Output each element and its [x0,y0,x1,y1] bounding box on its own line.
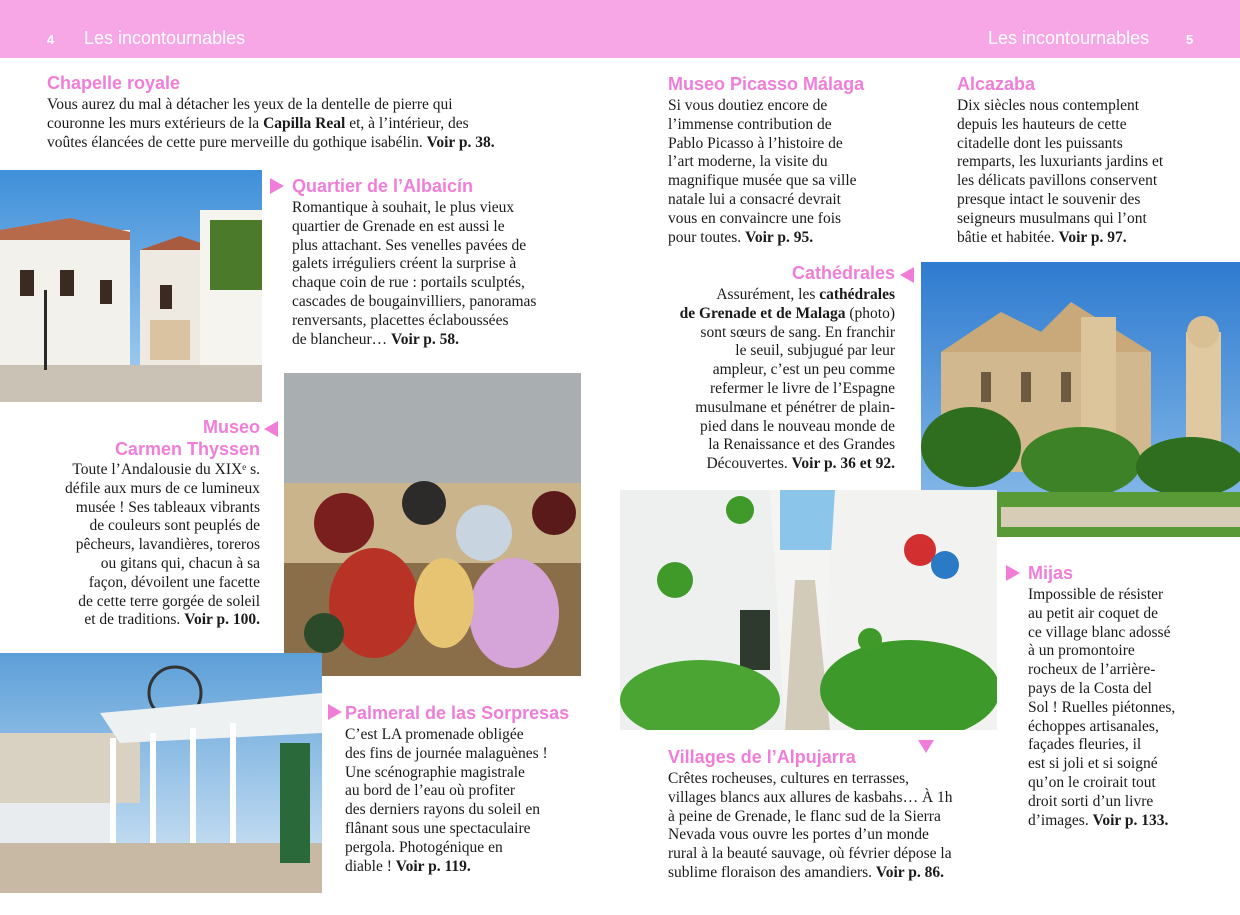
text-line: ce village blanc adossé [1028,623,1171,641]
text-line: pêcheurs, lavandières, toreros [75,536,260,554]
text-line: à un promontoire [1028,642,1135,660]
cathedrales-title: Cathédrales [791,263,895,283]
text-line: renversants, placettes éclaboussées [292,311,509,329]
text-line: seigneurs musulmans qui l’ont [957,209,1147,227]
thyssen-text [20,461,260,630]
left-running-title: Les incontournables [84,28,246,48]
text-line: rocheux de l’arrière- [1028,661,1156,679]
text-line: façon, dévoilent une facette [88,573,260,591]
painting-photo [284,373,581,676]
palmeral-arrow-icon [328,704,342,720]
text-line: sont sœurs de sang. En franchir [700,323,895,341]
alcazaba-title: Alcazaba [957,74,1036,94]
text-line: de cette terre gorgée de soleil [78,592,260,610]
text-line: Crêtes rocheuses, cultures en terrasses, [668,770,910,787]
text-line: citadelle dont les puissants [957,134,1123,152]
text-line: les délicats pavillons conservent [957,172,1158,190]
text-line: pays de la Costa del [1028,679,1152,697]
chapelle-title: Chapelle royale [47,73,181,93]
text-line: couronne les murs extérieurs de la Capilla Real et, à l’intérieur, des [47,114,469,132]
text-line: pied dans le nouveau monde de [700,417,895,435]
text-line: quartier de Grenade en est aussi le [292,217,505,235]
albaicin-arrow-icon [270,178,284,194]
mijas-photo [620,490,997,730]
text-line: Nevada vous ouvre les portes d’un monde [668,826,929,844]
text-line: la Renaissance et des Grandes [708,436,895,454]
text-line: remparts, les luxuriants jardins et [957,153,1164,171]
text-line: l’art moderne, la visite du [668,153,828,171]
albaicin-photo [0,170,262,402]
text-line: depuis les hauteurs de cette [957,115,1127,133]
text-line: magnifique musée que sa ville [668,172,857,190]
thyssen-arrow-icon [264,421,278,437]
alpujarra-arrow-icon [918,740,934,753]
picasso-title: Museo Picasso Málaga [668,74,865,94]
albaicin-text [292,199,582,349]
text-line: Découvertes. Voir p. 36 et 92. [706,455,895,473]
text-line: chaque coin de rue : portails sculptés, [292,274,525,292]
text-line: vous en convaincre une fois [668,209,842,227]
text-line: voûtes élancées de cette pure merveille du gothique isabélin. Voir p. 38. [47,133,495,151]
text-line: au petit air coquet de [1028,604,1158,622]
palmeral-text [345,726,590,876]
text-line: refermer le livre de l’Espagne [709,379,895,397]
text-line: qu’on le croirait tout [1028,773,1156,791]
text-line: ampleur, c’est un peu comme [712,361,895,379]
text-line: galets irréguliers créent la surprise à [292,255,517,273]
text-line: C’est LA promenade obligée [345,726,524,743]
text-line: musée ! Ses tableaux vibrants [75,498,260,516]
text-line: pergola. Photogénique en [345,838,503,856]
text-line: échoppes artisanales, [1028,717,1159,735]
text-line: Impossible de résister [1028,586,1164,603]
text-line: rural à la beauté sauvage, où février dépose la [668,845,952,863]
text-line: à peine de Grenade, le flanc sud de la Sierra [668,807,941,825]
text-line: diable ! Voir p. 119. [345,857,471,875]
text-line: Toute l’Andalousie du XIXᵉ s. [72,461,260,478]
alpujarra-text [668,770,998,883]
text-line: et de traditions. Voir p. 100. [84,611,260,629]
palmeral-photo [0,653,322,893]
right-page-number: 5 [1186,32,1194,47]
cathedrales-arrow-icon [900,267,914,283]
text-line: Assurément, les cathédrales [716,286,895,303]
text-line: est si joli et si soigné [1028,755,1158,773]
text-line: Sol ! Ruelles piétonnes, [1028,698,1176,716]
text-line: des fins de journée malaguènes ! [345,744,548,762]
text-line: natale lui a consacré devrait [668,190,841,208]
text-line: presque intact le souvenir des [957,190,1141,208]
text-line: de couleurs sont peuplés de [89,517,260,535]
text-line: Si vous doutiez encore de [668,97,828,114]
text-line: Vous aurez du mal à détacher les yeux de la dentelle de pierre qui [47,96,453,113]
mijas-title: Mijas [1028,563,1074,583]
text-line: musulmane et pénétrer de plain- [695,398,895,416]
text-line: Une scénographie magistrale [345,763,525,781]
text-line: l’immense contribution de [668,115,832,133]
mijas-arrow-icon [1006,565,1020,581]
albaicin-title: Quartier de l’Albaicín [292,176,474,196]
text-line: défile aux murs de ce lumineux [65,479,260,497]
thyssen-title-line1: Museo [202,417,260,437]
right-running-title: Les incontournables [988,28,1150,48]
thyssen-title-line2: Carmen Thyssen [114,439,260,459]
text-line: d’images. Voir p. 133. [1028,811,1169,829]
text-line: façades fleuries, il [1028,736,1142,754]
cathedrales-text [640,286,895,474]
text-line: droit sorti d’un livre [1028,792,1154,810]
text-line: flânant sous une spectaculaire [345,819,531,837]
text-line: pour toutes. Voir p. 95. [668,228,814,246]
text-line: au bord de l’eau où profiter [345,782,516,800]
text-line: bâtie et habitée. Voir p. 97. [957,228,1127,246]
text-line: de blancheur… Voir p. 58. [292,330,460,348]
text-line: des derniers rayons du soleil en [345,801,540,819]
text-line: Dix siècles nous contemplent [957,97,1140,114]
alpujarra-title: Villages de l’Alpujarra [668,747,856,767]
alcazaba-text [957,97,1227,247]
text-line: de Grenade et de Malaga (photo) [679,304,895,322]
text-line: Romantique à souhait, le plus vieux [292,199,515,216]
text-line: ou gitans qui, chacun à sa [100,554,260,572]
text-line: cascades de bougainvilliers, panoramas [292,292,537,310]
mijas-text [1028,586,1228,830]
left-page-number: 4 [47,32,55,47]
text-line: Pablo Picasso à l’histoire de [668,134,843,152]
palmeral-title: Palmeral de las Sorpresas [345,703,570,723]
picasso-text [668,97,928,247]
text-line: le seuil, subjugué par leur [735,342,895,360]
text-line: sublime floraison des amandiers. Voir p. 86. [668,863,944,881]
text-line: villages blancs aux allures de kasbahs… À 1h [668,788,953,806]
chapelle-text [47,96,567,152]
text-line: plus attachant. Ses venelles pavées de [292,236,527,254]
